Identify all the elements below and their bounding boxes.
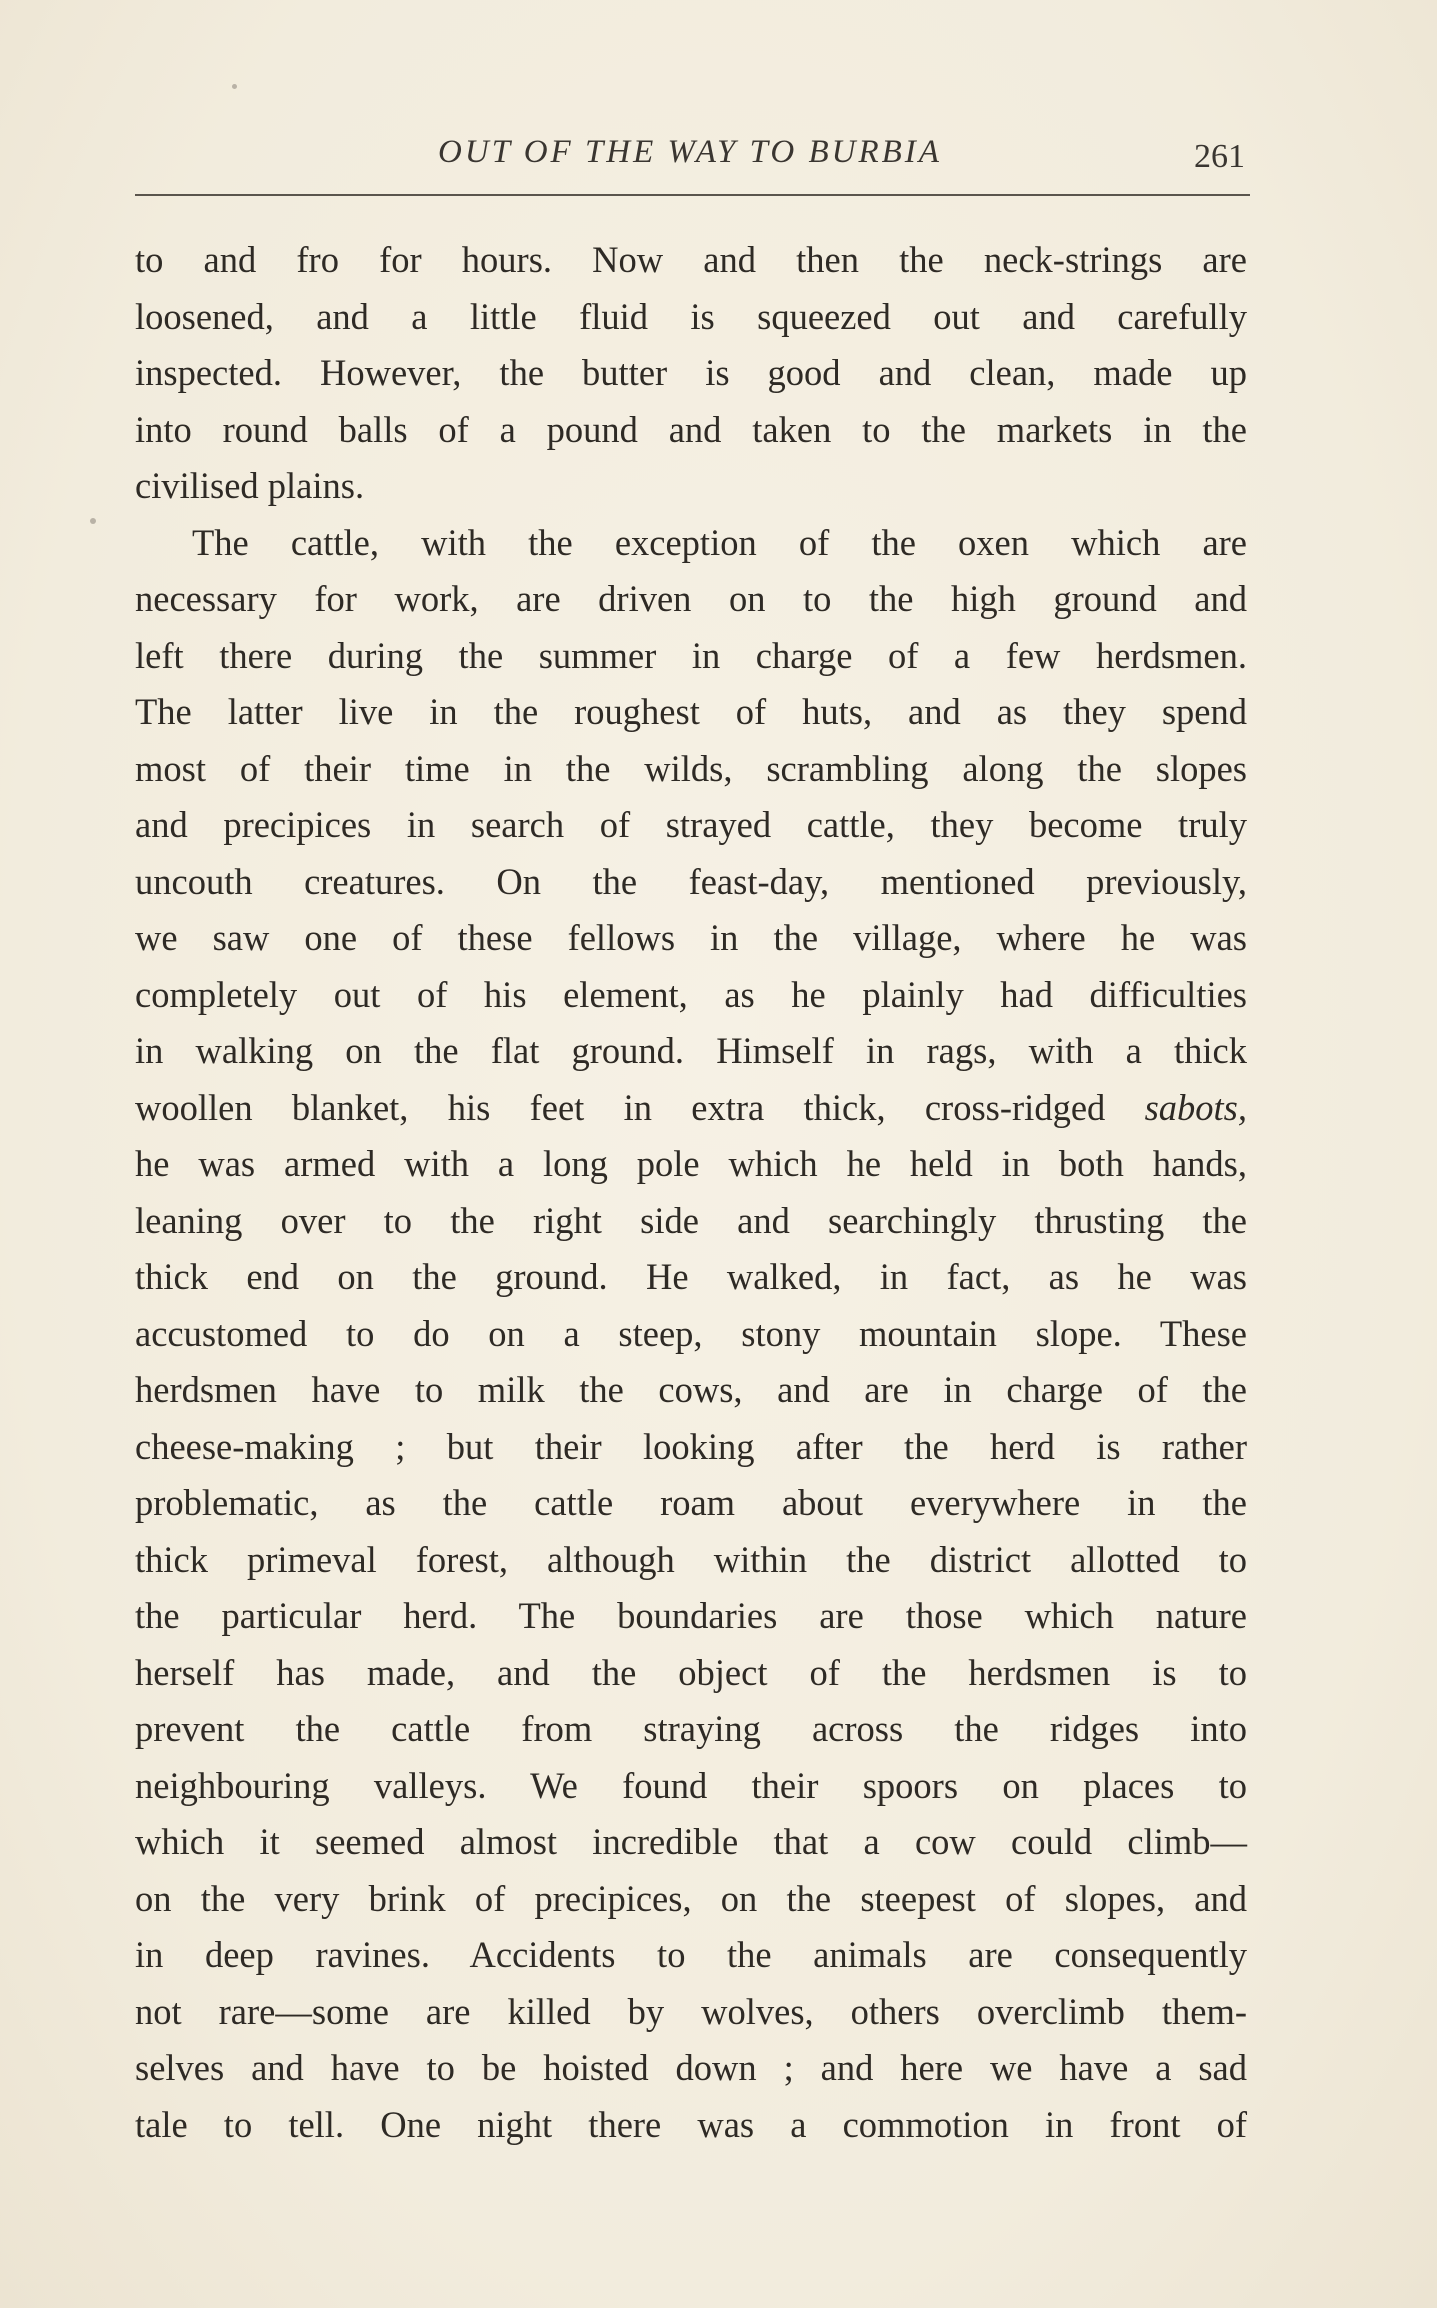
text-line: left there during the summer in charge of a few herdsmen. bbox=[135, 634, 1247, 676]
paper-speck bbox=[232, 84, 237, 89]
text-line: not rare—some are killed by wolves, others overclimb them- bbox=[135, 1990, 1247, 2032]
text-line: on the very brink of precipices, on the steepest of slopes, and bbox=[135, 1877, 1247, 1919]
text-line: the particular herd. The boundaries are those which nature bbox=[135, 1595, 1247, 1636]
text-line: most of their time in the wilds, scrambling along the slopes bbox=[135, 747, 1247, 789]
header-rule bbox=[135, 194, 1250, 196]
paragraph-start-line: The cattle, with the exception of the oxen which are bbox=[192, 521, 1247, 563]
italic-word: sabots, bbox=[1144, 1086, 1247, 1128]
text-line-with-italic bbox=[135, 1080, 1247, 1137]
body-text bbox=[135, 232, 1247, 2153]
text-line: selves and have to be hoisted down ; and here we have a sad bbox=[135, 2047, 1247, 2088]
paper-speck bbox=[90, 518, 96, 524]
text-line: prevent the cattle from straying across the ridges into bbox=[135, 1708, 1247, 1749]
text-line: problematic, as the cattle roam about everywhere in the bbox=[135, 1482, 1247, 1523]
text-line: herself has made, and the object of the herdsmen is to bbox=[135, 1651, 1247, 1693]
text-line: which it seemed almost incredible that a cow could climb— bbox=[135, 1821, 1247, 1862]
text-line: thick primeval forest, although within the district allotted to bbox=[135, 1538, 1247, 1580]
running-title: OUT OF THE WAY TO BURBIA bbox=[438, 134, 942, 170]
text-line: thick end on the ground. He walked, in fact, as he was bbox=[135, 1256, 1247, 1297]
page-number: 261 bbox=[1194, 138, 1245, 175]
text-line: civilised plains. bbox=[135, 465, 365, 506]
text-line: neighbouring valleys. We found their spoors on places to bbox=[135, 1764, 1247, 1806]
text-line: in deep ravines. Accidents to the animals are consequently bbox=[135, 1934, 1247, 1975]
text-line: into round balls of a pound and taken to the markets in the bbox=[135, 408, 1247, 450]
text-line: in walking on the flat ground. Himself in rags, with a thick bbox=[135, 1030, 1247, 1071]
text-line: leaning over to the right side and searchingly thrusting the bbox=[135, 1199, 1247, 1241]
text-line: he was armed with a long pole which he held in both hands, bbox=[135, 1143, 1247, 1184]
text-line: The latter live in the roughest of huts, and as they spend bbox=[135, 691, 1247, 732]
text-line: cheese-making ; but their looking after the herd is rather bbox=[135, 1425, 1247, 1467]
text-line: to and fro for hours. Now and then the neck-strings are bbox=[135, 239, 1247, 280]
text-line: tale to tell. One night there was a commotion in front of bbox=[135, 2103, 1247, 2145]
running-head bbox=[135, 130, 1245, 180]
text-line: loosened, and a little fluid is squeezed out and carefully bbox=[135, 295, 1247, 337]
text-line: and precipices in search of strayed cattle, they become truly bbox=[135, 804, 1247, 845]
text-segment: woollen blanket, his feet in extra thick, cross-ridged bbox=[135, 1086, 1106, 1128]
text-line: inspected. However, the butter is good and clean, made up bbox=[135, 352, 1247, 393]
text-line: uncouth creatures. On the feast-day, mentioned previously, bbox=[135, 860, 1247, 902]
text-line: herdsmen have to milk the cows, and are in charge of the bbox=[135, 1369, 1247, 1410]
text-line: completely out of his element, as he plainly had difficulties bbox=[135, 973, 1247, 1015]
text-line: accustomed to do on a steep, stony mountain slope. These bbox=[135, 1312, 1247, 1354]
text-line: necessary for work, are driven on to the high ground and bbox=[135, 578, 1247, 619]
text-line: we saw one of these fellows in the village, where he was bbox=[135, 917, 1247, 958]
